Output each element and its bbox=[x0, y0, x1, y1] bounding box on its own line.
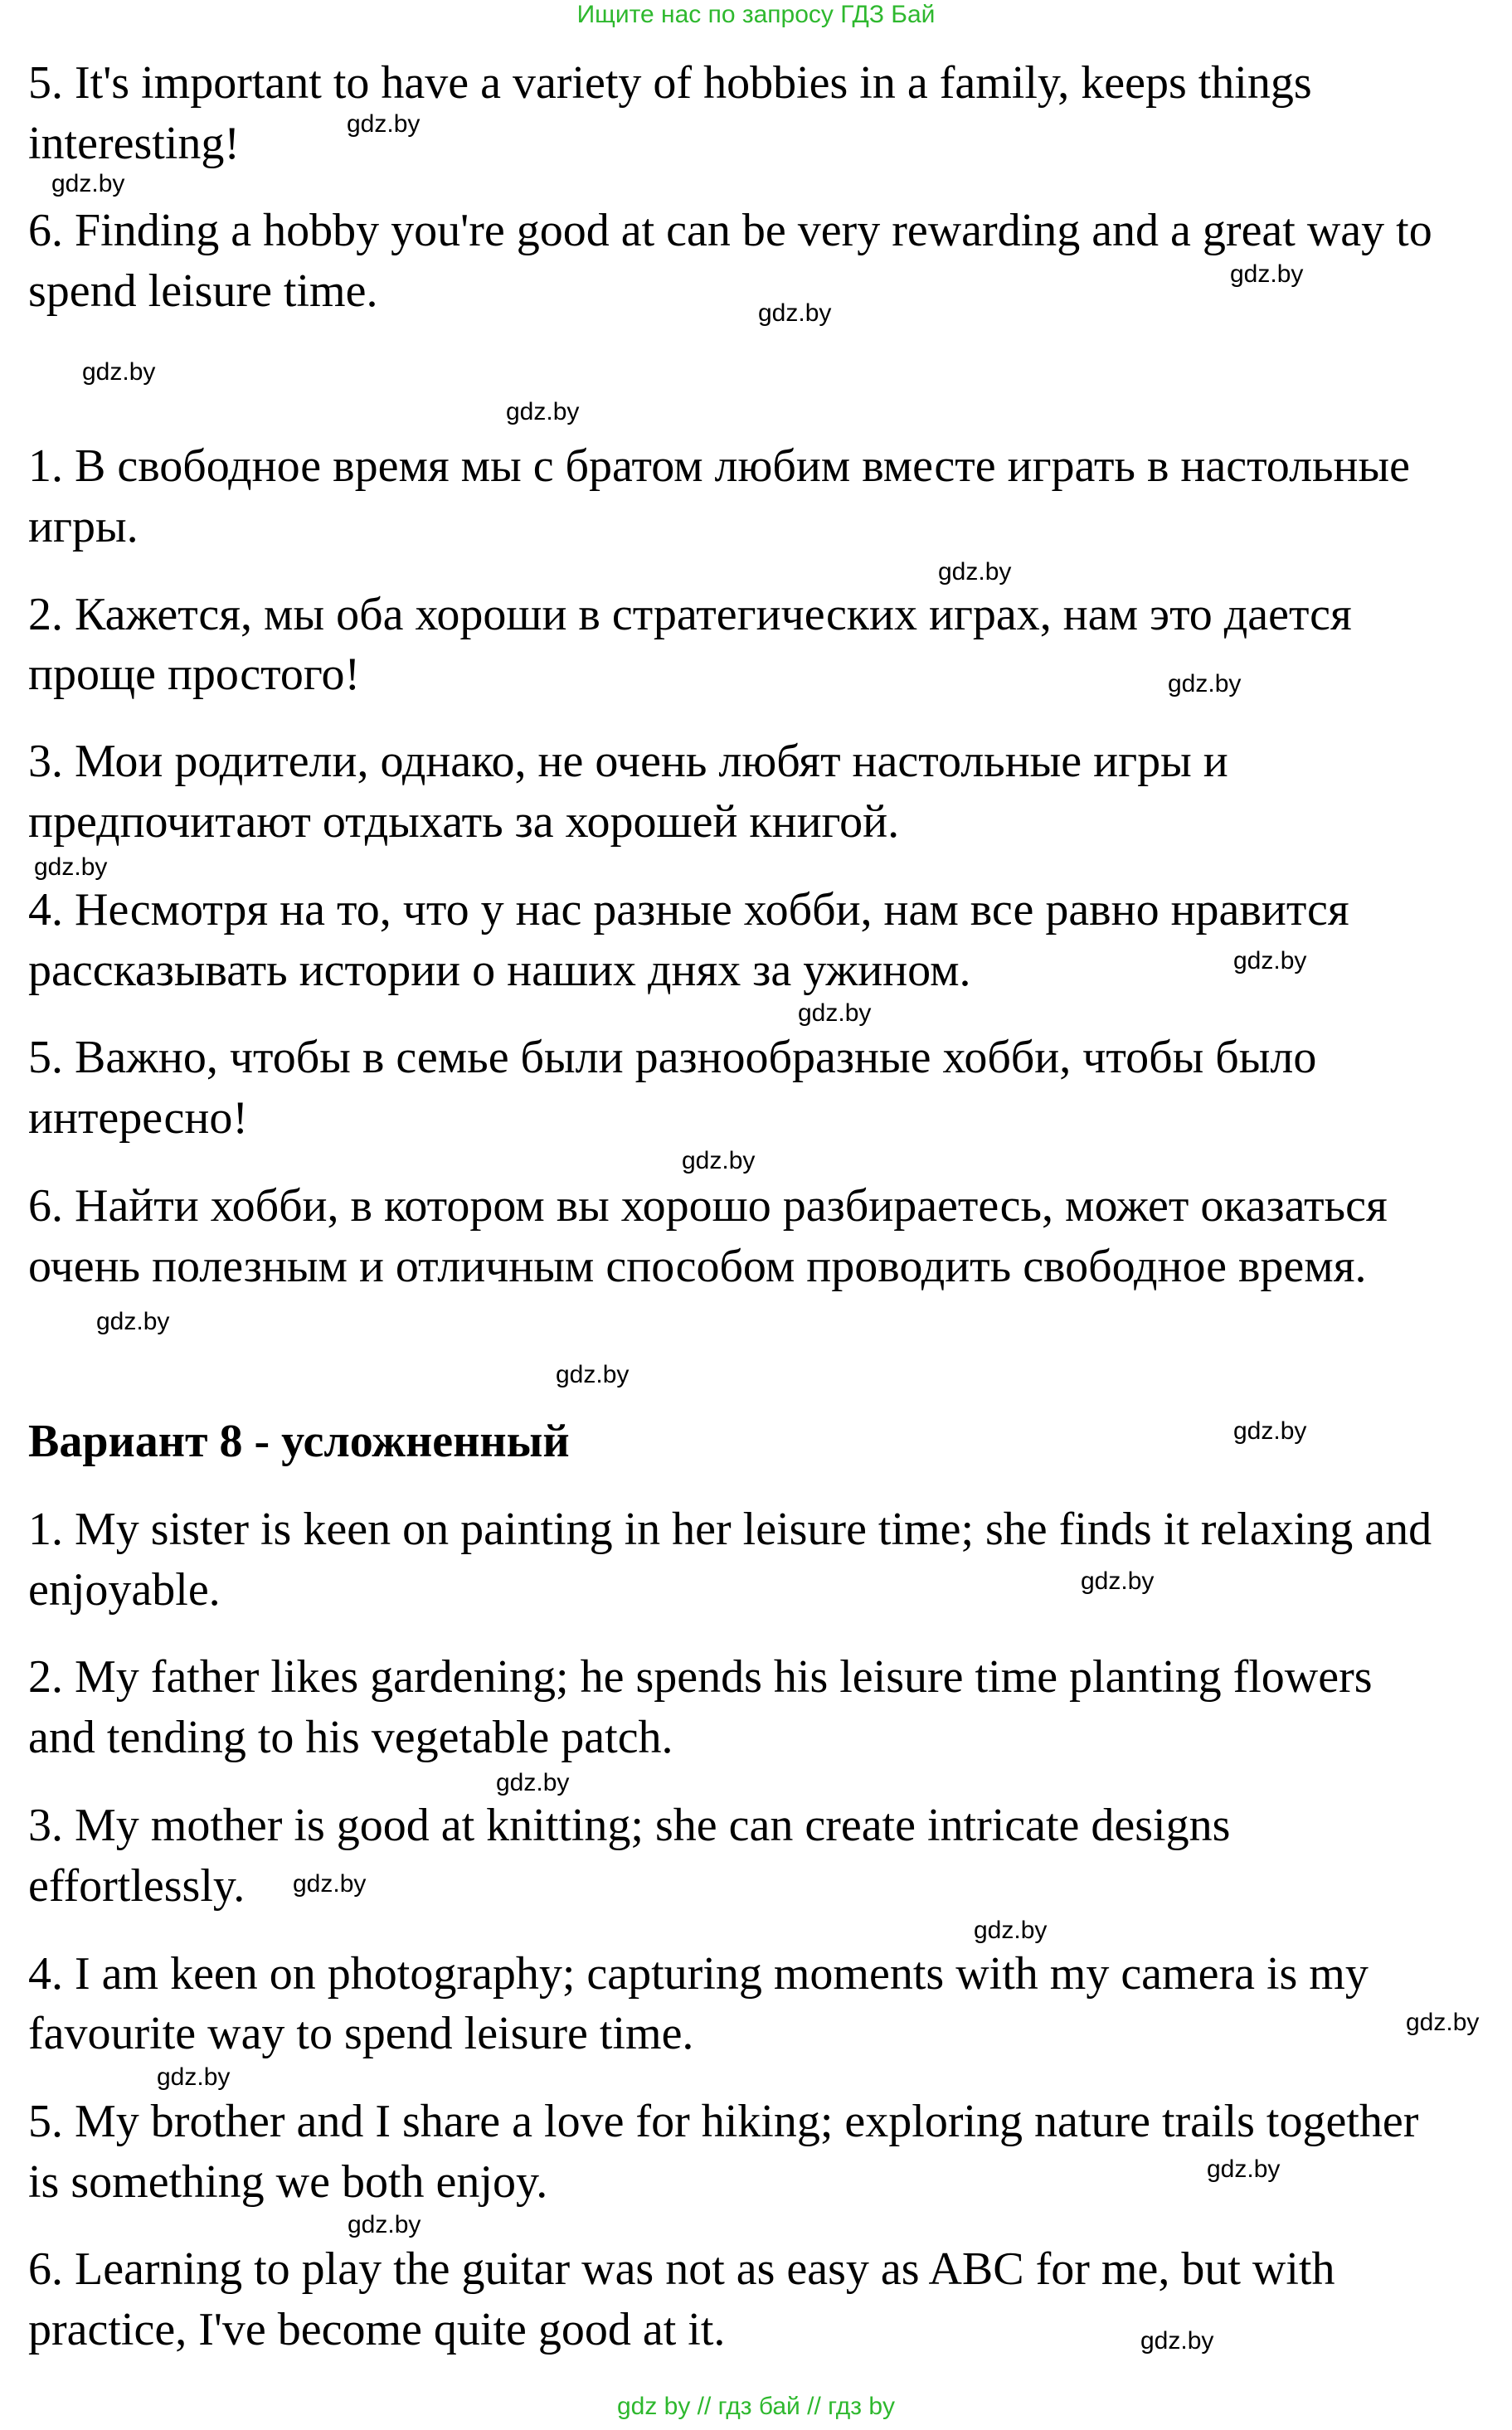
text-line: игры. bbox=[28, 501, 139, 552]
text-line: 2. Кажется, мы оба хороши в стратегических играх, нам это дается bbox=[28, 589, 1352, 640]
text-line: 5. It's important to have a variety of hobbies in a family, keeps things bbox=[28, 57, 1312, 109]
text-line: 6. Найти хобби, в котором вы хорошо разбираетесь, может оказаться bbox=[28, 1180, 1388, 1232]
text-line: 1. В свободное время мы с братом любим вместе играть в настольные bbox=[28, 440, 1410, 492]
text-line: practice, I've become quite good at it. bbox=[28, 2304, 726, 2355]
watermark: gdz.by bbox=[556, 1361, 630, 1388]
section-heading: Вариант 8 - усложненный bbox=[28, 1416, 570, 1467]
watermark: gdz.by bbox=[82, 358, 156, 386]
watermark: gdz.by bbox=[506, 398, 580, 425]
text-line: очень полезным и отличным способом проводить свободное время. bbox=[28, 1241, 1367, 1292]
watermark: gdz.by bbox=[1406, 2009, 1480, 2036]
watermark: gdz.by bbox=[1233, 947, 1307, 974]
watermark: gdz.by bbox=[1168, 670, 1242, 697]
watermark: gdz.by bbox=[348, 2211, 421, 2238]
text-line: 2. My father likes gardening; he spends his leisure time planting flowers bbox=[28, 1651, 1373, 1703]
watermark: gdz.by bbox=[682, 1147, 756, 1174]
text-line: effortlessly. bbox=[28, 1860, 246, 1912]
text-line: интересно! bbox=[28, 1092, 248, 1144]
text-line: 4. Несмотря на то, что у нас разные хобби, нам все равно нравится bbox=[28, 884, 1349, 936]
text-line: 5. My brother and I share a love for hiking; exploring nature trails together bbox=[28, 2096, 1419, 2147]
text-line: 5. Важно, чтобы в семье были разнообразные хобби, чтобы было bbox=[28, 1032, 1317, 1083]
text-line: рассказывать истории о наших днях за ужином. bbox=[28, 945, 971, 996]
text-line: предпочитают отдыхать за хорошей книгой. bbox=[28, 796, 900, 848]
text-line: 6. Finding a hobby you're good at can be very rewarding and a great way to bbox=[28, 205, 1432, 256]
watermark: gdz.by bbox=[1230, 260, 1304, 288]
watermark: gdz.by bbox=[496, 1769, 570, 1796]
watermark: gdz.by bbox=[51, 170, 125, 197]
watermark: gdz.by bbox=[34, 853, 108, 881]
text-line: 6. Learning to play the guitar was not as easy as ABC for me, but with bbox=[28, 2243, 1335, 2295]
watermark: gdz.by bbox=[1140, 2327, 1214, 2355]
watermark: gdz.by bbox=[1233, 1417, 1307, 1445]
text-line: and tending to his vegetable patch. bbox=[28, 1712, 673, 1763]
watermark: gdz.by bbox=[974, 1917, 1048, 1944]
text-line: 1. My sister is keen on painting in her leisure time; she finds it relaxing and bbox=[28, 1504, 1432, 1555]
text-line: favourite way to spend leisure time. bbox=[28, 2008, 694, 2059]
watermark: gdz.by bbox=[798, 999, 872, 1027]
text-line: 4. I am keen on photography; capturing moments with my camera is my bbox=[28, 1948, 1369, 2000]
text-line: 3. Мои родители, однако, не очень любят настольные игры и bbox=[28, 736, 1228, 787]
text-line: is something we both enjoy. bbox=[28, 2156, 548, 2208]
header-search-link[interactable]: Ищите нас по запросу ГДЗ Бай bbox=[576, 1, 936, 28]
text-line: 3. My mother is good at knitting; she can create intricate designs bbox=[28, 1800, 1231, 1851]
watermark: gdz.by bbox=[347, 110, 421, 138]
text-line: spend leisure time. bbox=[28, 265, 378, 317]
watermark: gdz.by bbox=[293, 1870, 367, 1898]
text-line: проще простого! bbox=[28, 649, 361, 700]
text-line: enjoyable. bbox=[28, 1564, 221, 1616]
footer-links[interactable]: gdz by // гдз бай // гдз by bbox=[616, 2393, 896, 2420]
watermark: gdz.by bbox=[1207, 2155, 1281, 2183]
watermark: gdz.by bbox=[96, 1308, 170, 1335]
watermark: gdz.by bbox=[1081, 1567, 1155, 1595]
watermark: gdz.by bbox=[157, 2063, 231, 2091]
text-line: interesting! bbox=[28, 118, 241, 169]
watermark: gdz.by bbox=[938, 558, 1012, 586]
watermark: gdz.by bbox=[758, 299, 832, 327]
